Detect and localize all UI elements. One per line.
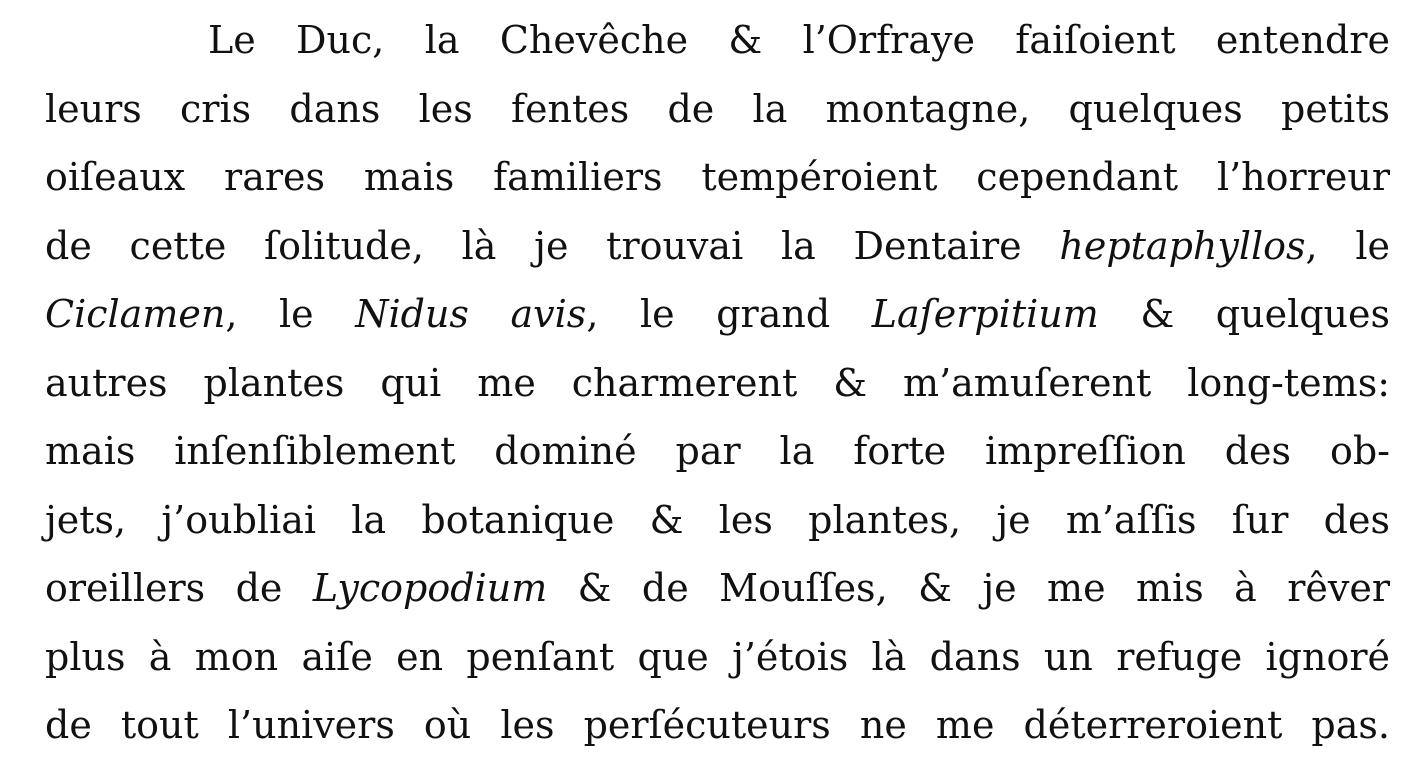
italic-run: Lycopodium xyxy=(312,566,548,610)
italic-run: Ciclamen xyxy=(45,292,226,336)
text-run: jets, j’oubliai la botanique & les plantes, je m’aſſis ſur des xyxy=(45,497,1390,542)
text-line xyxy=(45,143,1390,212)
italic-run: Laſerpitium xyxy=(871,292,1099,336)
text-run: mais inſenſiblement dominé par la forte impreſſion des ob- xyxy=(45,429,1390,473)
paragraph xyxy=(45,6,1390,760)
text-line xyxy=(45,349,1390,418)
italic-run: heptaphyllos xyxy=(1059,223,1306,268)
text-run: plus à mon aiſe en penſant que j’étois là dans un refuge ignoré xyxy=(45,634,1390,679)
text-line xyxy=(45,75,1390,144)
text-run: oreillers de xyxy=(45,566,313,610)
text-run: , le xyxy=(1305,223,1390,268)
text-run: leurs cris dans les fentes de la montagne, quelques petits xyxy=(45,86,1390,131)
text-line xyxy=(45,691,1390,760)
text-run: de tout l’univers où les perſécuteurs ne me déterreroient pas. xyxy=(45,703,1390,747)
text-line xyxy=(45,417,1390,486)
italic-run: Nidus avis xyxy=(355,292,587,336)
text-run: oiſeaux rares mais familiers tempéroient cependant l’horreur xyxy=(45,155,1390,199)
text-run: & de Mouſſes, & je me mis à rêver xyxy=(547,566,1390,610)
text-run: & quelques xyxy=(1098,292,1391,336)
text-run: , le xyxy=(225,292,356,336)
text-line xyxy=(45,554,1390,623)
text-run: de cette ſolitude, là je trouvai la Dentaire xyxy=(45,223,1060,268)
text-line xyxy=(45,212,1390,281)
text-run: , le grand xyxy=(586,292,872,336)
text-line xyxy=(45,623,1390,692)
text-line xyxy=(45,6,1390,75)
text-run: autres plantes qui me charmerent & m’amuſerent long-tems: xyxy=(45,360,1390,405)
text-line xyxy=(45,486,1390,555)
text-run: Le Duc, la Chevêche & l’Orfraye faiſoient entendre xyxy=(208,18,1390,62)
text-line xyxy=(45,280,1390,349)
